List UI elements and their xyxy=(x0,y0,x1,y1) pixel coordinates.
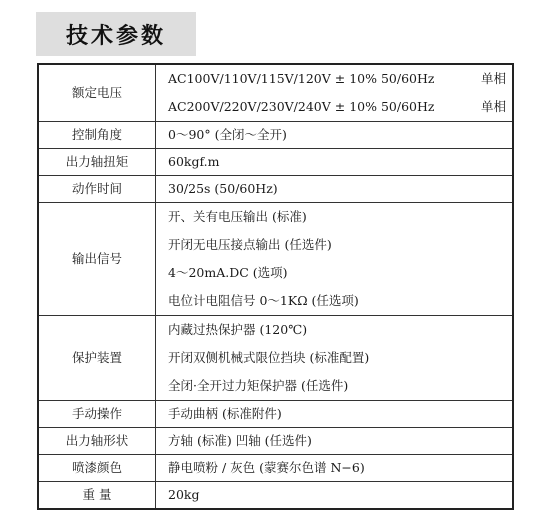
value-line xyxy=(168,65,512,93)
table-row xyxy=(38,176,513,203)
row-value xyxy=(156,428,514,455)
table-row xyxy=(38,149,513,176)
value-line: 方轴 (标准) 凹轴 (任选件) xyxy=(168,432,312,448)
voltage-spec: AC100V/110V/115V/120V ± 10% 50/60Hz xyxy=(168,70,435,86)
value-line: 4～20mA.DC (选项) xyxy=(168,264,288,280)
row-label: 出力轴扭矩 xyxy=(38,149,156,176)
row-value xyxy=(156,482,514,510)
table-row xyxy=(38,428,513,455)
table-row xyxy=(38,316,513,401)
row-value xyxy=(156,64,514,122)
phase-label: 单相 xyxy=(480,98,506,114)
row-value xyxy=(156,122,514,149)
table-row xyxy=(38,122,513,149)
value-line: 0～90° (全闭～全开) xyxy=(168,126,287,142)
row-label: 重 量 xyxy=(38,482,156,510)
spec-table xyxy=(37,63,514,510)
value-line: 60kgf.m xyxy=(168,153,220,169)
row-label: 控制角度 xyxy=(38,122,156,149)
voltage-spec: AC200V/220V/230V/240V ± 10% 50/60Hz xyxy=(168,98,435,114)
row-label: 保护装置 xyxy=(38,316,156,401)
value-line: 电位计电阻信号 0～1KΩ (任选项) xyxy=(168,292,359,308)
table-row xyxy=(38,482,513,510)
value-line: 开闭双侧机械式限位挡块 (标准配置) xyxy=(168,349,370,365)
value-line: 手动曲柄 (标准附件) xyxy=(168,405,282,421)
table-row xyxy=(38,401,513,428)
value-line: 20kg xyxy=(168,486,200,502)
row-label: 动作时间 xyxy=(38,176,156,203)
phase-label: 单相 xyxy=(480,70,506,86)
table-row xyxy=(38,203,513,316)
row-label: 输出信号 xyxy=(38,203,156,316)
value-line: 开闭无电压接点输出 (任选件) xyxy=(168,236,332,252)
value-line xyxy=(168,93,512,121)
row-value xyxy=(156,401,514,428)
value-line: 开、关有电压输出 (标准) xyxy=(168,208,307,224)
row-value xyxy=(156,203,514,316)
table-row xyxy=(38,455,513,482)
row-value xyxy=(156,176,514,203)
row-label: 手动操作 xyxy=(38,401,156,428)
section-title: 技术参数 xyxy=(36,12,196,56)
value-line: 静电喷粉 / 灰色 (蒙赛尔色谱 N−6) xyxy=(168,459,365,475)
value-line: 30/25s (50/60Hz) xyxy=(168,180,278,196)
row-label: 出力轴形状 xyxy=(38,428,156,455)
value-line: 内藏过热保护器 (120℃) xyxy=(168,321,308,337)
row-value xyxy=(156,316,514,401)
row-label: 喷漆颜色 xyxy=(38,455,156,482)
row-value xyxy=(156,455,514,482)
row-label: 额定电压 xyxy=(38,64,156,122)
table-row xyxy=(38,64,513,122)
row-value xyxy=(156,149,514,176)
value-line: 全闭·全开过力矩保护器 (任选件) xyxy=(168,377,349,393)
